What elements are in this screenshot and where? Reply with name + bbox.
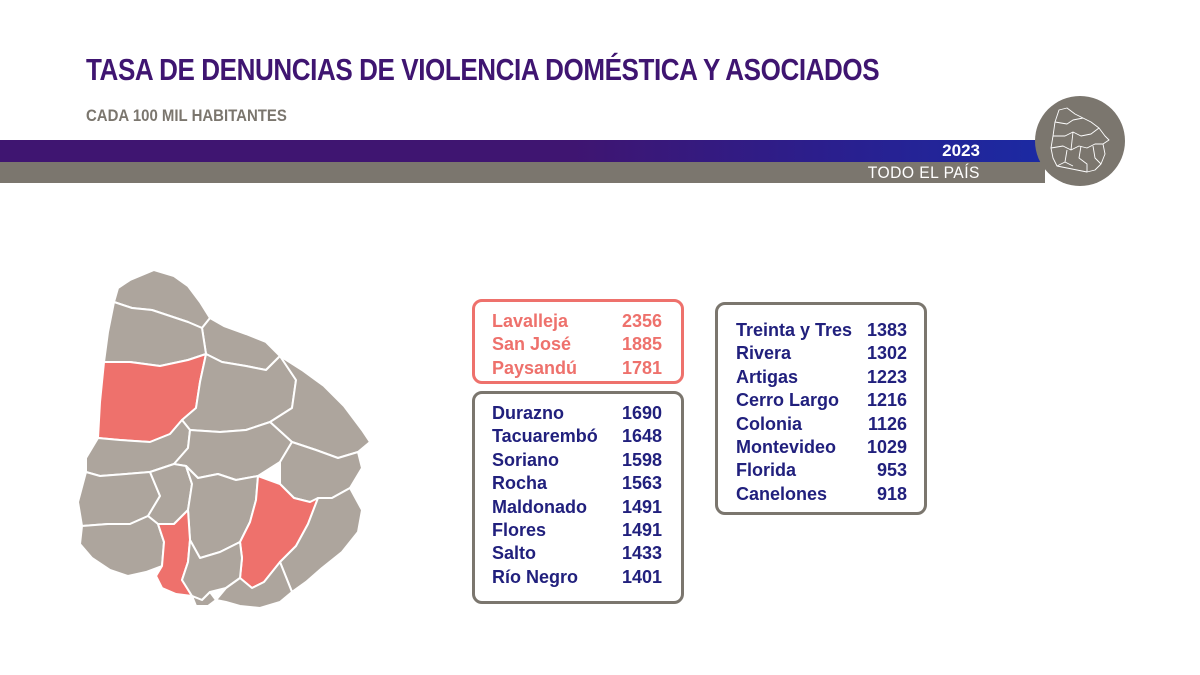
department-name: Treinta y Tres xyxy=(736,320,853,340)
department-value: 1598 xyxy=(621,449,662,470)
department-name: Durazno xyxy=(492,403,564,423)
department-row xyxy=(492,542,662,565)
department-row xyxy=(736,413,907,436)
department-colonia xyxy=(80,516,164,576)
department-value: 953 xyxy=(876,460,907,481)
department-row xyxy=(736,366,907,389)
department-value: 1690 xyxy=(621,403,662,423)
department-row xyxy=(492,519,662,542)
group-low-list xyxy=(736,319,907,506)
department-name: Florida xyxy=(736,460,797,481)
department-row xyxy=(492,310,662,333)
department-value: 1885 xyxy=(621,334,662,355)
department-value: 1491 xyxy=(621,496,662,517)
department-row xyxy=(736,319,907,342)
department-row xyxy=(736,436,907,459)
department-value: 1563 xyxy=(621,473,662,494)
group-low-box xyxy=(715,302,927,515)
department-value: 2356 xyxy=(621,311,662,331)
department-row xyxy=(736,483,907,506)
department-name: Soriano xyxy=(492,449,560,470)
department-row xyxy=(492,333,662,356)
department-name: Cerro Largo xyxy=(736,390,840,411)
department-value: 918 xyxy=(876,483,907,504)
group-middle-box xyxy=(472,391,684,604)
department-row xyxy=(492,357,662,380)
department-row xyxy=(492,472,662,495)
header-band-purple xyxy=(0,140,1045,162)
group-top-box xyxy=(472,299,684,384)
department-row xyxy=(492,425,662,448)
page-subtitle: CADA 100 MIL HABITANTES xyxy=(86,106,287,125)
group-top-list xyxy=(492,310,662,380)
uruguay-outline-icon xyxy=(1047,106,1113,176)
department-value: 1433 xyxy=(621,543,662,564)
department-value: 1491 xyxy=(621,520,662,541)
department-name: Salto xyxy=(492,543,537,564)
department-value: 1383 xyxy=(866,320,907,340)
department-name: Canelones xyxy=(736,483,828,504)
department-row xyxy=(736,459,907,482)
department-name: San José xyxy=(492,334,572,355)
scope-label: TODO EL PAÍS xyxy=(867,163,980,182)
department-name: Colonia xyxy=(736,413,802,434)
department-value: 1216 xyxy=(866,390,907,411)
department-value: 1648 xyxy=(621,426,662,447)
department-name: Río Negro xyxy=(492,566,579,587)
department-row xyxy=(736,389,907,412)
department-value: 1126 xyxy=(867,413,907,434)
department-row xyxy=(492,566,662,589)
department-name: Flores xyxy=(492,520,547,541)
group-middle-list xyxy=(492,402,662,589)
department-value: 1223 xyxy=(866,366,907,387)
department-name: Tacuarembó xyxy=(492,426,598,447)
department-name: Rocha xyxy=(492,473,548,494)
country-badge xyxy=(1035,96,1125,186)
department-name: Montevideo xyxy=(736,437,837,458)
department-row xyxy=(492,496,662,519)
department-name: Artigas xyxy=(736,366,799,387)
department-row xyxy=(736,342,907,365)
department-name: Rivera xyxy=(736,343,792,364)
page-title: TASA DE DENUNCIAS DE VIOLENCIA DOMÉSTICA Y ASOCIADOS xyxy=(86,52,880,87)
department-row xyxy=(492,402,662,425)
department-value: 1781 xyxy=(621,357,662,378)
department-value: 1029 xyxy=(866,437,907,458)
uruguay-map xyxy=(70,262,380,612)
department-name: Paysandú xyxy=(492,357,578,378)
year-label: 2023 xyxy=(942,141,980,160)
department-value: 1302 xyxy=(866,343,907,364)
department-row xyxy=(492,449,662,472)
department-name: Lavalleja xyxy=(492,311,569,331)
department-value: 1401 xyxy=(621,566,662,587)
department-name: Maldonado xyxy=(492,496,587,517)
